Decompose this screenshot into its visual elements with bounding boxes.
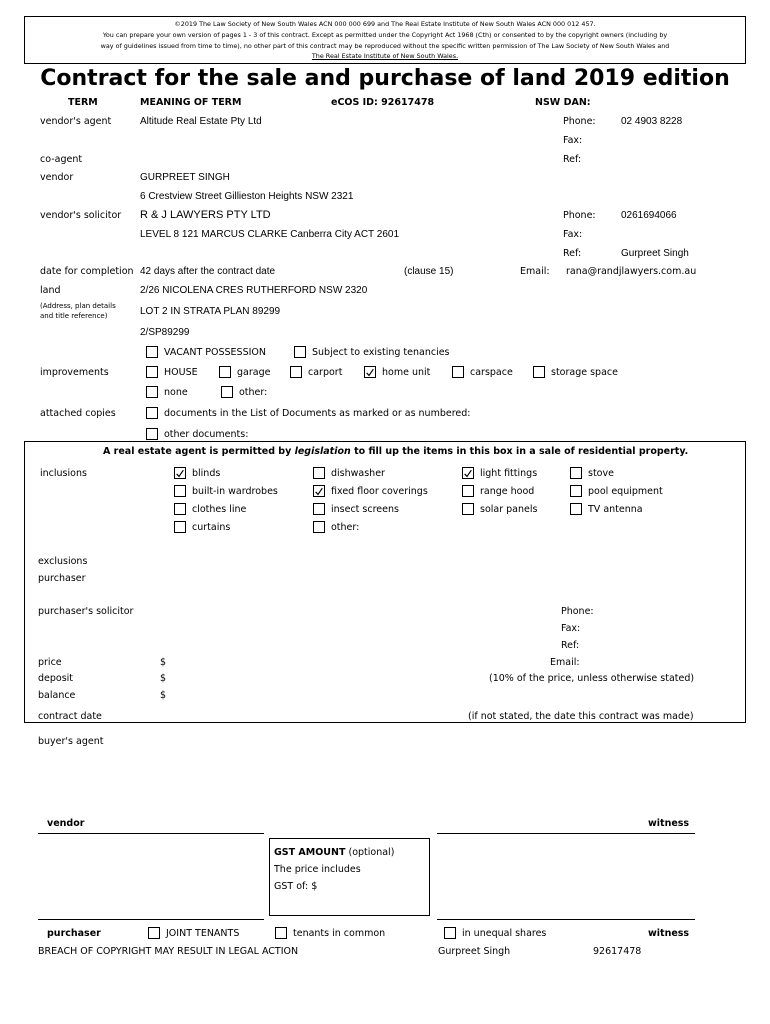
documents-list-checkbox[interactable] <box>146 407 158 419</box>
other-documents-label: other documents: <box>164 429 249 440</box>
unequal-shares-label: in unequal shares <box>462 928 547 939</box>
inclusion-insect-screens-checkbox[interactable] <box>313 503 325 515</box>
inclusion-other-label: other: <box>331 522 360 533</box>
joint-tenants-checkbox[interactable] <box>148 927 160 939</box>
vacant-possession-label: VACANT POSSESSION <box>164 347 266 358</box>
purchasers-solicitor-email-label: Email: <box>550 657 580 668</box>
unequal-shares-checkbox[interactable] <box>444 927 456 939</box>
vendor-address[interactable]: 6 Crestview Street Gillieston Heights NSW 2321 <box>140 191 354 202</box>
attached-copies-label: attached copies <box>40 408 116 419</box>
balance-label: balance <box>38 690 76 701</box>
header-ecos-id: eCOS ID: 92617478 <box>331 97 435 108</box>
improvement-garage-label: garage <box>237 367 271 378</box>
inclusion-solar-panels-label: solar panels <box>480 504 538 515</box>
inclusion-curtains-label: curtains <box>192 522 231 533</box>
improvement-carspace-label: carspace <box>470 367 513 378</box>
vendors-solicitor-email[interactable]: rana@randjlawyers.com.au <box>566 266 697 277</box>
vendor-witness-line[interactable] <box>437 833 695 834</box>
gst-amount-title: GST AMOUNT (optional) <box>274 847 395 858</box>
vendors-solicitor-email-label: Email: <box>520 266 550 277</box>
vendors-solicitor-phone[interactable]: 0261694066 <box>621 210 677 221</box>
price-label: price <box>38 657 62 668</box>
inclusion-other-checkbox[interactable] <box>313 521 325 533</box>
improvement-storage-space-label: storage space <box>551 367 618 378</box>
contract-date-label: contract date <box>38 711 102 722</box>
inclusion-pool-equipment-label: pool equipment <box>588 486 663 497</box>
gst-of-field[interactable]: GST of: $ <box>274 881 318 892</box>
purchaser-witness-label: witness <box>648 928 690 939</box>
improvement-storage-space-checkbox[interactable] <box>533 366 545 378</box>
vendors-solicitor-fax-label: Fax: <box>563 229 583 240</box>
deposit-currency[interactable]: $ <box>160 673 167 684</box>
copyright-line-4: The Real Estate Institute of New South Wales. <box>311 52 459 61</box>
header-meaning: MEANING OF TERM <box>140 97 242 108</box>
completion-clause: (clause 15) <box>404 266 454 277</box>
inclusion-light-fittings-checkbox[interactable] <box>462 467 474 479</box>
inclusion-blinds-checkbox[interactable] <box>174 467 186 479</box>
contract-date-note: (if not stated, the date this contract was made) <box>468 711 694 722</box>
exclusions-label: exclusions <box>38 556 88 567</box>
purchasers-solicitor-phone-label: Phone: <box>561 606 594 617</box>
vendor-witness-label: witness <box>648 818 690 829</box>
improvement-carspace-checkbox[interactable] <box>452 366 464 378</box>
land-sublabel-1: (Address, plan details <box>40 302 116 310</box>
inclusion-fixed-floor-coverings-checkbox[interactable] <box>313 485 325 497</box>
improvement-none-label: none <box>164 387 188 398</box>
improvement-garage-checkbox[interactable] <box>219 366 231 378</box>
vendors-solicitor-phone-label: Phone: <box>563 210 596 221</box>
land-label: land <box>40 285 61 296</box>
inclusion-clothes-line-label: clothes line <box>192 504 247 515</box>
purchaser-label: purchaser <box>38 573 86 584</box>
joint-tenants-label: JOINT TENANTS <box>166 928 240 939</box>
agent-notice: A real estate agent is permitted by legislation to fill up the items in this box in a sale of residential property. <box>103 446 689 457</box>
vendors-agent-ref-label: Ref: <box>563 154 582 165</box>
tenants-in-common-label: tenants in common <box>293 928 386 939</box>
copyright-notice <box>24 16 746 64</box>
improvement-home-unit-checkbox[interactable] <box>364 366 376 378</box>
inclusion-insect-screens-label: insect screens <box>331 504 399 515</box>
balance-currency[interactable]: $ <box>160 690 167 701</box>
existing-tenancies-checkbox[interactable] <box>294 346 306 358</box>
gst-price-includes: The price includes <box>274 864 361 875</box>
purchasers-solicitor-fax-label: Fax: <box>561 623 581 634</box>
existing-tenancies-label: Subject to existing tenancies <box>312 347 450 358</box>
improvement-other-label: other: <box>239 387 268 398</box>
vendor-name[interactable]: GURPREET SINGH <box>140 172 230 183</box>
deposit-note: (10% of the price, unless otherwise stated) <box>489 673 695 684</box>
improvement-none-checkbox[interactable] <box>146 386 158 398</box>
land-title-reference[interactable]: 2/SP89299 <box>140 327 190 338</box>
vendors-agent-phone-label: Phone: <box>563 116 596 127</box>
deposit-label: deposit <box>38 673 74 684</box>
vendors-agent-value[interactable]: Altitude Real Estate Pty Ltd <box>140 116 262 127</box>
breach-notice: BREACH OF COPYRIGHT MAY RESULT IN LEGAL ACTION <box>38 946 299 957</box>
purchaser-witness-line[interactable] <box>437 919 695 920</box>
purchasers-solicitor-label: purchaser's solicitor <box>38 606 134 617</box>
inclusion-range-hood-label: range hood <box>480 486 535 497</box>
vendors-agent-phone[interactable]: 02 4903 8228 <box>621 116 683 127</box>
vendors-solicitor-name[interactable]: R & J LAWYERS PTY LTD <box>140 209 271 221</box>
land-plan[interactable]: LOT 2 IN STRATA PLAN 89299 <box>140 306 281 317</box>
inclusion-light-fittings-label: light fittings <box>480 468 538 479</box>
inclusion-stove-checkbox[interactable] <box>570 467 582 479</box>
header-term: TERM <box>68 97 98 108</box>
copyright-line-2: You can prepare your own version of pages 1 - 3 of this contract. Except as permitted under the Copyright Act 1968 (Cth) or consented to by the copyright owners (including by <box>102 30 668 39</box>
inclusion-built-in-wardrobes-label: built-in wardrobes <box>192 486 278 497</box>
inclusion-fixed-floor-coverings-label: fixed floor coverings <box>331 486 428 497</box>
vendors-agent-fax-label: Fax: <box>563 135 583 146</box>
copyright-line-3: way of guidelines issued from time to time), no other part of this contract may be reproduced without the specific written permission of The Law Society of New South Wales and <box>100 41 670 50</box>
vendors-solicitor-address[interactable]: LEVEL 8 121 MARCUS CLARKE Canberra City ACT 2601 <box>140 229 400 240</box>
inclusion-solar-panels-checkbox[interactable] <box>462 503 474 515</box>
inclusion-built-in-wardrobes-checkbox[interactable] <box>174 485 186 497</box>
completion-value[interactable]: 42 days after the contract date <box>140 266 276 277</box>
documents-list-label: documents in the List of Documents as marked or as numbered: <box>164 408 471 419</box>
copyright-line-1: ©2019 The Law Society of New South Wales ACN 000 000 699 and The Real Estate Institute of New South Wales ACN 000 012 457. <box>174 20 596 28</box>
improvement-carport-checkbox[interactable] <box>290 366 302 378</box>
tenants-in-common-checkbox[interactable] <box>275 927 287 939</box>
vendor-signature-line[interactable] <box>38 833 264 834</box>
vendors-solicitor-ref[interactable]: Gurpreet Singh <box>621 248 689 259</box>
vendor-label: vendor <box>40 172 74 183</box>
other-documents-checkbox[interactable] <box>146 428 158 440</box>
inclusion-dishwasher-checkbox[interactable] <box>313 467 325 479</box>
vendors-solicitor-ref-label: Ref: <box>563 248 582 259</box>
vacant-possession-checkbox[interactable] <box>146 346 158 358</box>
improvement-house-checkbox[interactable] <box>146 366 158 378</box>
land-address[interactable]: 2/26 NICOLENA CRES RUTHERFORD NSW 2320 <box>140 285 368 296</box>
inclusion-dishwasher-label: dishwasher <box>331 468 385 479</box>
land-sublabel-2: and title reference) <box>40 312 108 320</box>
improvement-house-label: HOUSE <box>164 367 198 378</box>
footer-id: 92617478 <box>593 946 642 957</box>
inclusions-label: inclusions <box>40 468 87 479</box>
price-currency[interactable]: $ <box>160 657 167 668</box>
purchaser-signature-label: purchaser <box>47 928 101 939</box>
inclusion-tv-antenna-checkbox[interactable] <box>570 503 582 515</box>
buyers-agent-label: buyer's agent <box>38 736 104 747</box>
footer-name: Gurpreet Singh <box>438 946 511 957</box>
improvements-label: improvements <box>40 367 109 378</box>
vendors-solicitor-label: vendor's solicitor <box>40 210 122 221</box>
improvement-carport-label: carport <box>308 367 343 378</box>
completion-label: date for completion <box>40 266 134 277</box>
inclusion-blinds-label: blinds <box>192 468 221 479</box>
inclusion-curtains-checkbox[interactable] <box>174 521 186 533</box>
co-agent-label: co-agent <box>40 154 83 165</box>
inclusion-pool-equipment-checkbox[interactable] <box>570 485 582 497</box>
inclusion-clothes-line-checkbox[interactable] <box>174 503 186 515</box>
vendor-signature-label: vendor <box>47 818 85 829</box>
improvement-home-unit-label: home unit <box>382 367 431 378</box>
inclusion-range-hood-checkbox[interactable] <box>462 485 474 497</box>
improvement-other-checkbox[interactable] <box>221 386 233 398</box>
purchasers-solicitor-ref-label: Ref: <box>561 640 580 651</box>
page-title: Contract for the sale and purchase of land 2019 edition <box>40 66 730 91</box>
inclusion-stove-label: stove <box>588 468 614 479</box>
header-nsw-dan: NSW DAN: <box>535 97 591 108</box>
inclusion-tv-antenna-label: TV antenna <box>588 504 643 515</box>
purchaser-signature-line[interactable] <box>38 919 264 920</box>
vendors-agent-label: vendor's agent <box>40 116 112 127</box>
